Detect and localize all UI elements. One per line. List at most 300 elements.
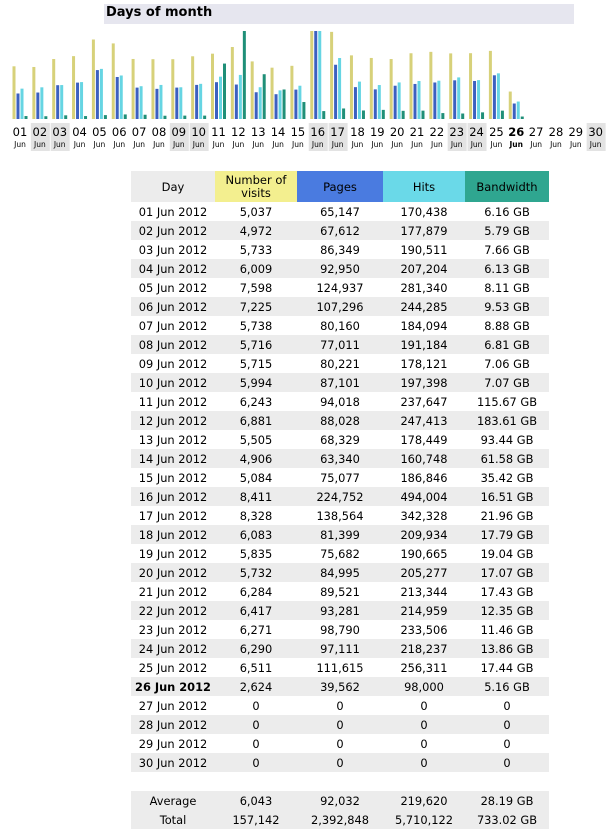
table-footer bbox=[131, 772, 549, 829]
pages-bar bbox=[36, 93, 39, 119]
cell-day: 21 Jun 2012 bbox=[138, 584, 208, 599]
month-tick-label: Jun bbox=[509, 140, 523, 149]
cell-visits: 5,716 bbox=[215, 335, 297, 354]
cell-day: 28 Jun 2012 bbox=[131, 715, 215, 734]
total-visits: 157,142 bbox=[215, 810, 297, 829]
cell-hits: 184,094 bbox=[400, 318, 448, 333]
cell-day: 04 Jun 2012 bbox=[131, 259, 215, 278]
month-tick-label: Jun bbox=[172, 140, 185, 149]
hits-bar bbox=[21, 89, 24, 119]
pages-bar bbox=[334, 65, 337, 119]
visits-bar bbox=[72, 56, 75, 119]
cell-pages: 98,790 bbox=[320, 622, 360, 637]
visits-bar bbox=[390, 59, 393, 119]
month-tick-label: Jun bbox=[73, 140, 86, 149]
cell-bandwidth: 17.43 GB bbox=[480, 584, 534, 599]
month-tick-label: Jun bbox=[133, 140, 145, 149]
cell-pages: 88,028 bbox=[297, 411, 383, 430]
total-bandwidth: 733.02 GB bbox=[465, 810, 549, 829]
table-row bbox=[131, 354, 549, 373]
cell-hits: 0 bbox=[420, 736, 428, 751]
table-row bbox=[131, 240, 549, 259]
table-row bbox=[131, 525, 549, 544]
cell-hits: 213,344 bbox=[400, 584, 448, 599]
bandwidth-bar bbox=[124, 114, 127, 119]
cell-hits: 281,340 bbox=[400, 280, 448, 295]
cell-bandwidth: 19.04 GB bbox=[480, 546, 534, 561]
cell-visits: 7,225 bbox=[215, 297, 297, 316]
cell-day: 19 Jun 2012 bbox=[138, 546, 208, 561]
cell-visits: 6,009 bbox=[215, 259, 297, 278]
cell-visits: 6,417 bbox=[215, 601, 297, 620]
month-tick-label: Jun bbox=[470, 140, 483, 149]
table-row bbox=[131, 677, 549, 696]
cell-pages: 107,296 bbox=[297, 297, 383, 316]
day-tick-label: 14 bbox=[270, 125, 286, 139]
visits-bar bbox=[429, 52, 432, 119]
month-tick-label: Jun bbox=[530, 140, 542, 149]
cell-pages: 87,101 bbox=[297, 373, 383, 392]
cell-day: 13 Jun 2012 bbox=[138, 432, 208, 447]
cell-hits: 237,647 bbox=[400, 394, 448, 409]
cell-bandwidth: 9.53 GB bbox=[465, 297, 549, 316]
cell-bandwidth: 17.79 GB bbox=[465, 525, 549, 544]
cell-day: 11 Jun 2012 bbox=[138, 394, 208, 409]
cell-bandwidth: 6.81 GB bbox=[465, 335, 549, 354]
bandwidth-bar bbox=[422, 111, 425, 119]
bandwidth-bar bbox=[481, 112, 484, 119]
day-tick-label: 12 bbox=[231, 125, 246, 139]
cell-day: 23 Jun 2012 bbox=[138, 622, 208, 637]
bandwidth-bar bbox=[521, 117, 524, 119]
cell-pages: 94,018 bbox=[320, 394, 360, 409]
month-tick-label: Jun bbox=[292, 140, 304, 149]
cell-hits: 178,449 bbox=[400, 432, 448, 447]
day-tick-label: 19 bbox=[369, 125, 385, 139]
hits-bar bbox=[457, 77, 460, 119]
hits-bar bbox=[179, 87, 182, 119]
cell-hits: 170,438 bbox=[400, 204, 448, 219]
hits-bar bbox=[40, 87, 43, 119]
cell-visits: 6,243 bbox=[239, 394, 273, 409]
cell-pages: 0 bbox=[297, 715, 383, 734]
cell-bandwidth: 6.13 GB bbox=[465, 259, 549, 278]
hits-bar bbox=[358, 82, 361, 119]
visits-bar bbox=[330, 32, 333, 119]
month-tick-label: Jun bbox=[93, 140, 106, 149]
pages-bar bbox=[56, 85, 59, 119]
table-row bbox=[131, 563, 549, 582]
cell-pages: 75,682 bbox=[320, 546, 360, 561]
cell-pages: 89,521 bbox=[320, 584, 360, 599]
cell-visits: 6,284 bbox=[239, 584, 273, 599]
hits-bar bbox=[120, 75, 123, 119]
cell-pages: 138,564 bbox=[316, 508, 364, 523]
bandwidth-bar bbox=[302, 102, 305, 119]
cell-pages: 68,329 bbox=[320, 432, 360, 447]
pages-bar bbox=[96, 70, 99, 119]
cell-hits: 205,277 bbox=[383, 563, 465, 582]
cell-day: 10 Jun 2012 bbox=[131, 373, 215, 392]
visits-bar bbox=[92, 40, 95, 119]
cell-bandwidth: 11.46 GB bbox=[480, 622, 534, 637]
pages-bar bbox=[374, 89, 377, 119]
day-tick-label: 18 bbox=[350, 125, 365, 139]
cell-visits: 6,083 bbox=[215, 525, 297, 544]
cell-day: 17 Jun 2012 bbox=[138, 508, 208, 523]
cell-hits: 256,311 bbox=[400, 660, 448, 675]
visits-bar bbox=[52, 59, 55, 119]
cell-day: 25 Jun 2012 bbox=[138, 660, 208, 675]
cell-day: 18 Jun 2012 bbox=[131, 525, 215, 544]
cell-visits: 4,972 bbox=[215, 221, 297, 240]
cell-visits: 6,290 bbox=[215, 639, 297, 658]
month-tick-label: Jun bbox=[53, 140, 66, 149]
bandwidth-bar bbox=[362, 110, 365, 119]
day-tick-label: 16 bbox=[310, 125, 326, 139]
pages-bar bbox=[17, 93, 20, 119]
days-of-month-chart bbox=[0, 24, 616, 154]
cell-bandwidth: 115.67 GB bbox=[476, 394, 538, 409]
cell-bandwidth: 8.11 GB bbox=[484, 280, 530, 295]
cell-day: 08 Jun 2012 bbox=[131, 335, 215, 354]
pages-bar bbox=[473, 81, 476, 119]
day-tick-label: 21 bbox=[409, 125, 425, 139]
cell-bandwidth: 17.07 GB bbox=[465, 563, 549, 582]
bandwidth-bar bbox=[461, 114, 464, 119]
hits-bar bbox=[80, 82, 83, 119]
cell-visits: 5,084 bbox=[239, 470, 273, 485]
month-tick-label: Jun bbox=[331, 140, 344, 149]
day-tick-label: 13 bbox=[250, 125, 266, 139]
cell-visits: 5,738 bbox=[239, 318, 273, 333]
month-tick-label: Jun bbox=[252, 140, 265, 149]
table-row bbox=[131, 734, 549, 753]
cell-day: 27 Jun 2012 bbox=[138, 698, 208, 713]
cell-hits: 186,846 bbox=[400, 470, 448, 485]
cell-pages: 80,221 bbox=[320, 356, 360, 371]
cell-bandwidth: 21.96 GB bbox=[480, 508, 534, 523]
hits-bar bbox=[437, 81, 440, 119]
visits-bar bbox=[410, 53, 413, 119]
table-row bbox=[131, 373, 549, 392]
table-row bbox=[131, 696, 549, 715]
cell-hits: 177,879 bbox=[383, 221, 465, 240]
cell-hits: 233,506 bbox=[400, 622, 448, 637]
hits-bar bbox=[219, 77, 222, 119]
cell-hits: 0 bbox=[383, 715, 465, 734]
section-header-gap bbox=[0, 4, 104, 24]
cell-bandwidth: 93.44 GB bbox=[480, 432, 534, 447]
cell-visits: 6,511 bbox=[239, 660, 273, 675]
cell-bandwidth: 7.66 GB bbox=[484, 242, 530, 257]
bandwidth-bar bbox=[44, 116, 47, 119]
cell-bandwidth: 0 bbox=[503, 698, 511, 713]
table-row bbox=[131, 753, 549, 772]
cell-pages: 0 bbox=[336, 698, 344, 713]
bandwidth-bar bbox=[163, 116, 166, 119]
cell-hits: 209,934 bbox=[383, 525, 465, 544]
hits-bar bbox=[159, 85, 162, 119]
bandwidth-bar bbox=[183, 116, 186, 119]
month-tick-label: Jun bbox=[113, 140, 126, 149]
cell-hits: 98,000 bbox=[383, 677, 465, 696]
pages-bar bbox=[354, 87, 357, 119]
pages-bar bbox=[314, 31, 317, 119]
cell-hits: 160,748 bbox=[383, 449, 465, 468]
visits-bar bbox=[211, 54, 214, 119]
average-label: Average bbox=[131, 791, 215, 810]
cell-visits: 0 bbox=[215, 753, 297, 772]
day-tick-label: 01 bbox=[12, 125, 28, 139]
day-tick-label: 28 bbox=[548, 125, 564, 139]
table-row bbox=[131, 544, 549, 563]
total-row bbox=[131, 810, 549, 829]
cell-visits: 2,624 bbox=[215, 677, 297, 696]
hits-bar bbox=[140, 86, 143, 119]
cell-pages: 67,612 bbox=[297, 221, 383, 240]
cell-day: 30 Jun 2012 bbox=[131, 753, 215, 772]
cell-pages: 63,340 bbox=[297, 449, 383, 468]
cell-hits: 178,121 bbox=[400, 356, 448, 371]
month-tick-label: Jun bbox=[391, 140, 404, 149]
table-row bbox=[131, 468, 549, 487]
pages-bar bbox=[294, 90, 297, 119]
table-row bbox=[131, 221, 549, 240]
cell-visits: 5,037 bbox=[239, 204, 273, 219]
month-tick-label: Jun bbox=[14, 140, 26, 149]
table-row bbox=[131, 297, 549, 316]
hits-bar bbox=[477, 80, 480, 119]
day-tick-label: 30 bbox=[588, 125, 603, 139]
day-tick-label: 03 bbox=[52, 125, 68, 139]
pages-bar bbox=[414, 84, 417, 119]
month-tick-label: Jun bbox=[351, 140, 364, 149]
cell-bandwidth: 0 bbox=[503, 736, 511, 751]
visits-bar bbox=[132, 59, 135, 119]
visits-bar bbox=[370, 58, 373, 119]
pages-bar bbox=[255, 92, 258, 119]
pages-bar bbox=[116, 77, 119, 119]
header-day: Day bbox=[131, 171, 215, 202]
cell-day: 03 Jun 2012 bbox=[138, 242, 208, 257]
visits-bar bbox=[231, 47, 234, 119]
visits-bar bbox=[489, 51, 492, 119]
day-tick-label: 05 bbox=[92, 125, 107, 139]
visits-bar bbox=[191, 56, 194, 119]
cell-visits: 0 bbox=[215, 715, 297, 734]
day-tick-label: 20 bbox=[389, 125, 405, 139]
table-row bbox=[131, 715, 549, 734]
month-tick-label: Jun bbox=[371, 140, 384, 149]
cell-pages: 92,950 bbox=[297, 259, 383, 278]
day-tick-label: 24 bbox=[469, 125, 484, 139]
visits-bar bbox=[350, 55, 353, 119]
cell-bandwidth: 13.86 GB bbox=[465, 639, 549, 658]
hits-bar bbox=[100, 69, 103, 119]
day-tick-label: 11 bbox=[211, 125, 226, 139]
average-hits: 219,620 bbox=[383, 791, 465, 810]
day-tick-label: 22 bbox=[429, 125, 445, 139]
pages-bar bbox=[155, 89, 158, 119]
month-tick-label: Jun bbox=[430, 140, 443, 149]
visits-bar bbox=[449, 53, 452, 119]
cell-pages: 224,752 bbox=[297, 487, 383, 506]
cell-bandwidth: 6.16 GB bbox=[484, 204, 530, 219]
month-tick-label: Jun bbox=[232, 140, 245, 149]
pages-bar bbox=[493, 75, 496, 119]
cell-hits: 494,004 bbox=[383, 487, 465, 506]
cell-visits: 8,411 bbox=[215, 487, 297, 506]
cell-visits: 4,906 bbox=[215, 449, 297, 468]
cell-visits: 5,994 bbox=[215, 373, 297, 392]
cell-bandwidth: 5.16 GB bbox=[465, 677, 549, 696]
average-pages: 92,032 bbox=[297, 791, 383, 810]
month-tick-label: Jun bbox=[192, 140, 205, 149]
month-tick-label: Jun bbox=[411, 140, 423, 149]
cell-pages: 80,160 bbox=[320, 318, 360, 333]
cell-pages: 97,111 bbox=[297, 639, 383, 658]
month-tick-label: Jun bbox=[569, 140, 582, 149]
hits-bar bbox=[279, 90, 282, 119]
hits-bar bbox=[418, 81, 421, 119]
bandwidth-bar bbox=[441, 113, 444, 119]
cell-pages: 124,937 bbox=[316, 280, 364, 295]
cell-day: 02 Jun 2012 bbox=[131, 221, 215, 240]
month-tick-label: Jun bbox=[490, 140, 503, 149]
table-row bbox=[131, 430, 549, 449]
visits-bar bbox=[290, 66, 293, 119]
cell-day: 06 Jun 2012 bbox=[131, 297, 215, 316]
pages-bar bbox=[235, 85, 238, 119]
cell-bandwidth: 61.58 GB bbox=[465, 449, 549, 468]
cell-bandwidth: 35.42 GB bbox=[480, 470, 534, 485]
month-tick-label: Jun bbox=[33, 140, 46, 149]
total-label: Total bbox=[131, 810, 215, 829]
cell-hits: 0 bbox=[420, 698, 428, 713]
table-row bbox=[131, 335, 549, 354]
average-bandwidth: 28.19 GB bbox=[465, 791, 549, 810]
day-tick-label: 09 bbox=[171, 125, 187, 139]
cell-visits: 7,598 bbox=[239, 280, 273, 295]
cell-bandwidth: 0 bbox=[465, 753, 549, 772]
cell-day: 07 Jun 2012 bbox=[138, 318, 208, 333]
month-tick-label: Jun bbox=[550, 140, 562, 149]
day-tick-label: 17 bbox=[330, 125, 345, 139]
cell-pages: 93,281 bbox=[297, 601, 383, 620]
pages-bar bbox=[453, 80, 456, 119]
hits-bar bbox=[60, 85, 63, 119]
table-row bbox=[131, 449, 549, 468]
bandwidth-bar bbox=[84, 116, 87, 119]
visits-bar bbox=[310, 31, 313, 119]
cell-hits: 218,237 bbox=[383, 639, 465, 658]
cell-bandwidth: 12.35 GB bbox=[465, 601, 549, 620]
table-row bbox=[131, 487, 549, 506]
bandwidth-bar bbox=[402, 111, 405, 119]
month-tick-label: Jun bbox=[212, 140, 225, 149]
bandwidth-bar bbox=[64, 115, 67, 119]
month-tick-label: Jun bbox=[589, 140, 602, 149]
cell-visits: 6,881 bbox=[215, 411, 297, 430]
month-tick-label: Jun bbox=[272, 140, 284, 149]
day-tick-label: 25 bbox=[489, 125, 504, 139]
cell-visits: 5,733 bbox=[239, 242, 273, 257]
table-body bbox=[131, 202, 549, 772]
pages-bar bbox=[175, 88, 178, 119]
table-row bbox=[131, 202, 549, 221]
month-tick-label: Jun bbox=[450, 140, 463, 149]
days-stats-table bbox=[131, 171, 549, 829]
cell-pages: 86,349 bbox=[320, 242, 360, 257]
bandwidth-bar bbox=[322, 111, 325, 119]
visits-bar bbox=[171, 59, 174, 119]
cell-hits: 197,398 bbox=[383, 373, 465, 392]
cell-pages: 111,615 bbox=[316, 660, 364, 675]
cell-bandwidth: 16.51 GB bbox=[465, 487, 549, 506]
bandwidth-bar bbox=[342, 108, 345, 119]
day-tick-label: 08 bbox=[151, 125, 167, 139]
cell-bandwidth: 8.88 GB bbox=[484, 318, 530, 333]
cell-bandwidth: 183.61 GB bbox=[465, 411, 549, 430]
cell-pages: 39,562 bbox=[297, 677, 383, 696]
visits-bar bbox=[271, 68, 274, 119]
cell-visits: 5,715 bbox=[239, 356, 273, 371]
bandwidth-bar bbox=[25, 116, 28, 119]
cell-day: 24 Jun 2012 bbox=[131, 639, 215, 658]
month-tick-label: Jun bbox=[311, 140, 324, 149]
table-row bbox=[131, 582, 549, 601]
day-tick-label: 02 bbox=[32, 125, 48, 139]
visits-bar bbox=[151, 59, 154, 119]
bandwidth-bar bbox=[501, 111, 504, 119]
cell-visits: 5,732 bbox=[215, 563, 297, 582]
cell-day: 26 Jun 2012 bbox=[131, 677, 215, 696]
visits-bar bbox=[469, 53, 472, 119]
pages-bar bbox=[215, 82, 218, 119]
day-tick-label: 29 bbox=[568, 125, 584, 139]
cell-pages: 65,147 bbox=[320, 204, 360, 219]
cell-bandwidth: 7.06 GB bbox=[484, 356, 530, 371]
average-row bbox=[131, 791, 549, 810]
cell-day: 15 Jun 2012 bbox=[138, 470, 208, 485]
pages-bar bbox=[76, 83, 79, 119]
bandwidth-bar bbox=[144, 115, 147, 119]
hits-bar bbox=[259, 87, 262, 119]
visits-bar bbox=[251, 61, 254, 119]
cell-pages: 81,399 bbox=[297, 525, 383, 544]
cell-visits: 8,328 bbox=[239, 508, 273, 523]
pages-bar bbox=[275, 94, 278, 119]
cell-hits: 207,204 bbox=[383, 259, 465, 278]
cell-bandwidth: 0 bbox=[465, 715, 549, 734]
cell-pages: 0 bbox=[336, 736, 344, 751]
bandwidth-bar bbox=[243, 31, 246, 119]
hits-bar bbox=[338, 58, 341, 119]
day-tick-label: 26 bbox=[508, 125, 525, 139]
header-visits: Number of visits bbox=[215, 171, 297, 202]
day-tick-label: 23 bbox=[449, 125, 465, 139]
cell-pages: 77,011 bbox=[297, 335, 383, 354]
cell-pages: 0 bbox=[297, 753, 383, 772]
section-title: Days of month bbox=[106, 5, 213, 20]
cell-visits: 5,835 bbox=[239, 546, 273, 561]
cell-bandwidth: 5.79 GB bbox=[465, 221, 549, 240]
hits-bar bbox=[318, 31, 321, 119]
cell-hits: 244,285 bbox=[383, 297, 465, 316]
header-pages: Pages bbox=[297, 171, 383, 202]
table-row bbox=[131, 506, 549, 525]
